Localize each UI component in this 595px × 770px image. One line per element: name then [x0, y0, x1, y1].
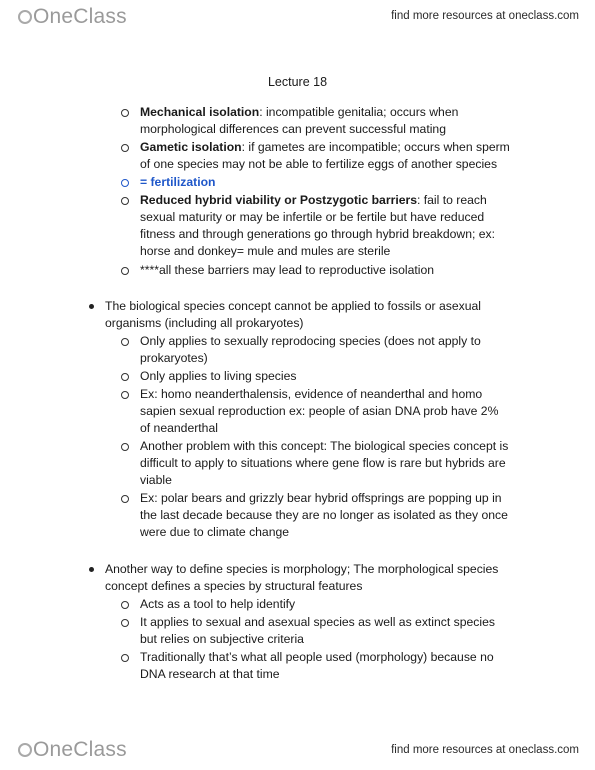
text-line: of neanderthal: [140, 421, 218, 435]
sub-bullet-icon: [121, 443, 129, 451]
text-line: Another problem with this concept: The biological species concept is: [140, 439, 509, 453]
text-line: concept defines a species by structural features: [105, 579, 363, 593]
sub-bullet-icon: [121, 267, 129, 275]
text-line: Acts as a tool to help identify: [140, 597, 296, 611]
text-line: DNA research at that time: [140, 667, 280, 681]
oneclass-logo-footer[interactable]: [18, 738, 127, 762]
sub-bullet-icon: [121, 197, 129, 205]
sub-bullet-icon: [121, 373, 129, 381]
oneclass-logo[interactable]: [18, 5, 127, 29]
text-line: sapien sexual reproduction ex: people of asian DNA prob have 2%: [140, 404, 499, 418]
text-line: [140, 139, 510, 156]
logo-ring-icon: [18, 743, 32, 757]
text-line: but relies on subjective criteria: [140, 632, 304, 646]
text-line: [140, 192, 487, 209]
find-resources-link-bottom[interactable]: find more resources at oneclass.com: [391, 744, 579, 756]
page-title: Lecture 18: [267, 75, 328, 89]
text-line: Only applies to sexually reprodocing species (does not apply to: [140, 334, 481, 348]
text-span: : if gametes are incompatible; occurs when sperm: [241, 140, 510, 154]
text-line: Only applies to living species: [140, 369, 297, 383]
mechanical-isolation-label: Mechanical isolation: [140, 105, 260, 119]
logo-text: OneClass: [33, 738, 127, 761]
text-line: It applies to sexual and asexual species as well as extinct species: [140, 615, 495, 629]
sub-bullet-icon: [121, 495, 129, 503]
main-bullet-icon: [89, 304, 94, 309]
text-line: the last decade because they are no longer as isolated as they once: [140, 508, 508, 522]
text-span: : fail to reach: [417, 193, 487, 207]
text-line: The biological species concept cannot be applied to fossils or asexual: [105, 299, 482, 313]
hybrid-viability-label: Reduced hybrid viability or Postzygotic barriers: [140, 193, 417, 207]
find-resources-link-top[interactable]: find more resources at oneclass.com: [391, 10, 579, 22]
text-line: sexual maturity or may be infertile or be fertile but have reduced: [140, 210, 485, 224]
main-bullet-icon: [89, 567, 94, 572]
text-line: organisms (including all prokaryotes): [105, 316, 304, 330]
text-line: difficult to apply to situations where gene flow is rare but hybrids are: [140, 456, 506, 470]
text-line: Ex: polar bears and grizzly bear hybrid offsprings are popping up in: [140, 491, 502, 505]
text-span: : incompatible genitalia; occurs when: [259, 105, 459, 119]
text-line: viable: [140, 473, 172, 487]
text-line: prokaryotes): [140, 351, 208, 365]
sub-bullet-icon: [121, 391, 129, 399]
sub-bullet-icon: [121, 619, 129, 627]
text-line: morphological differences can prevent successful mating: [140, 122, 446, 136]
sub-bullet-icon: [121, 144, 129, 152]
text-line: were due to climate change: [140, 525, 290, 539]
text-line: of one species may not be able to fertilize eggs of another species: [140, 157, 498, 171]
text-line: Another way to define species is morphology; The morphological species: [105, 562, 499, 576]
text-line: ****all these barriers may lead to reproductive isolation: [140, 263, 435, 277]
sub-bullet-icon: [121, 654, 129, 662]
text-line: horse and donkey= mule and mules are sterile: [140, 244, 391, 258]
sub-bullet-icon: [121, 109, 129, 117]
logo-ring-icon: [18, 10, 32, 24]
gametic-isolation-label: Gametic isolation: [140, 140, 242, 154]
text-line: Traditionally that’s what all people used (morphology) because no: [140, 650, 494, 664]
text-line: [140, 104, 458, 121]
sub-bullet-icon: [121, 601, 129, 609]
text-line: fitness and through generations go through hybrid breakdown; ex:: [140, 227, 496, 241]
sub-bullet-icon: [121, 179, 129, 187]
text-line: Ex: homo neanderthalensis, evidence of neanderthal and homo: [140, 387, 483, 401]
logo-text: OneClass: [33, 5, 127, 28]
fertilization-note: = fertilization: [140, 175, 216, 189]
sub-bullet-icon: [121, 338, 129, 346]
